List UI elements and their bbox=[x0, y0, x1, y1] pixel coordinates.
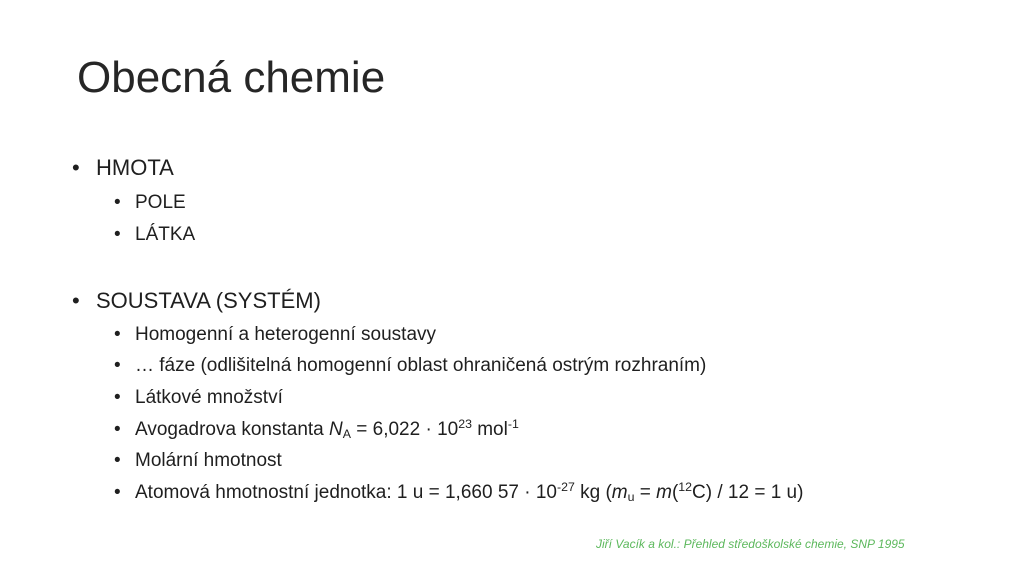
amu-eq: = bbox=[634, 482, 657, 503]
slide-content bbox=[72, 0, 1012, 574]
bullet-marker: • bbox=[114, 387, 121, 408]
bullet-marker: • bbox=[114, 224, 121, 245]
bullet-marker: • bbox=[114, 450, 121, 471]
avogadro-unit: mol bbox=[471, 419, 508, 440]
bullet-text: Homogenní a heterogenní soustavy bbox=[135, 324, 437, 345]
avogadro-unit-exponent: -1 bbox=[507, 417, 519, 432]
amu-mid: kg ( bbox=[574, 482, 612, 503]
avogadro-value: = 6,022 · 10 bbox=[350, 419, 459, 440]
bullet-text: LÁTKA bbox=[135, 224, 196, 245]
bullet-marker: • bbox=[114, 419, 121, 440]
avogadro-prefix: Avogadrova konstanta bbox=[135, 419, 330, 440]
amu-m-sub: u bbox=[627, 490, 635, 505]
avogadro-exponent: 23 bbox=[458, 417, 472, 432]
bullet-marker: • bbox=[114, 355, 121, 376]
bullet-marker: • bbox=[114, 324, 121, 345]
bullet-text bbox=[135, 480, 804, 505]
bullet-text: SOUSTAVA (SYSTÉM) bbox=[96, 288, 321, 313]
bullet-text: … fáze (odlišitelná homogenní oblast ohraničená ostrým rozhraním) bbox=[135, 355, 707, 376]
amu-isotope: 12 bbox=[678, 480, 693, 495]
avogadro-symbol-sub: A bbox=[342, 427, 351, 442]
amu-prefix: Atomová hmotnostní jednotka: 1 u = 1,660 57 · 10 bbox=[135, 482, 557, 503]
bullet-text: Molární hmotnost bbox=[135, 450, 282, 471]
bullet-marker: • bbox=[114, 482, 121, 503]
bullet-marker: • bbox=[72, 288, 80, 313]
amu-m: m bbox=[611, 482, 628, 503]
bullet-text: Látkové množství bbox=[135, 387, 283, 408]
bullet-marker: • bbox=[72, 155, 80, 180]
bullet-text: POLE bbox=[135, 192, 186, 213]
slide-title: Obecná chemie bbox=[77, 53, 386, 102]
avogadro-symbol: N bbox=[329, 419, 343, 440]
amu-m2: m bbox=[656, 482, 672, 503]
amu-exponent: -27 bbox=[556, 480, 575, 495]
source-citation: Jiří Vacík a kol.: Přehled středoškolské chemie, SNP 1995 bbox=[596, 537, 905, 551]
bullet-text bbox=[135, 417, 519, 442]
amu-suffix: C) / 12 = 1 u) bbox=[692, 482, 804, 503]
bullet-marker: • bbox=[114, 192, 121, 213]
amu-open: ( bbox=[671, 482, 679, 503]
bullet-text: HMOTA bbox=[96, 155, 174, 180]
